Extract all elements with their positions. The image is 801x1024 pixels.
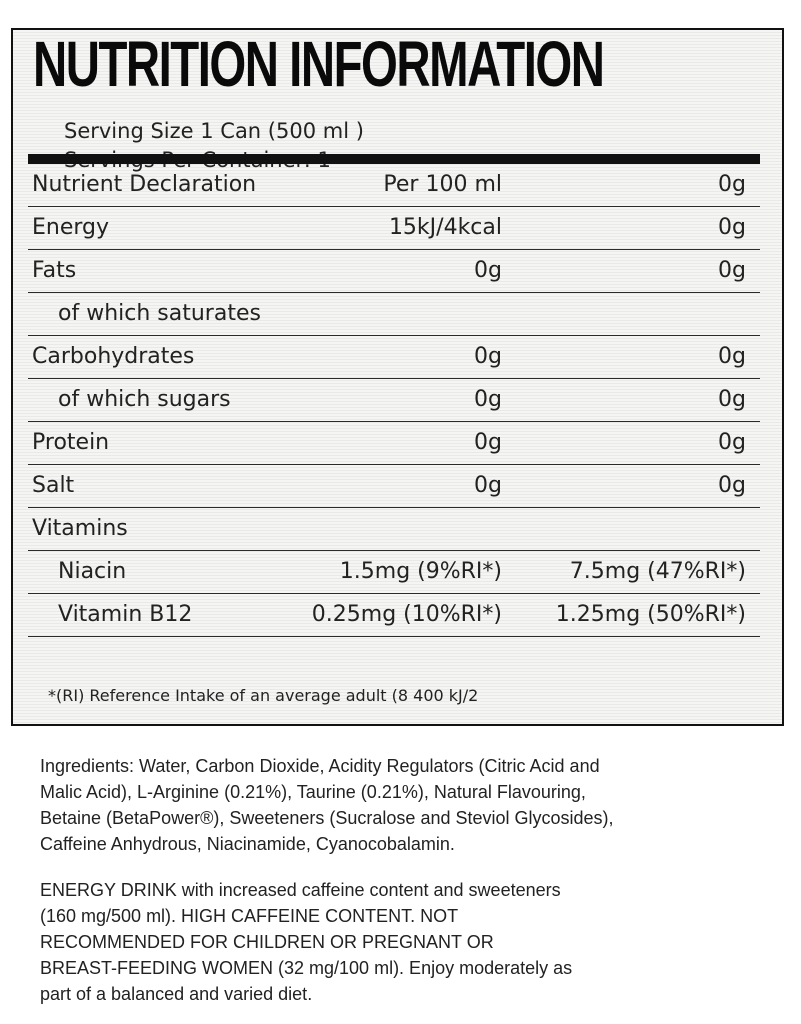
reference-intake-footnote: *(RI) Reference Intake of an average adult (8 400 kJ/2 <box>48 686 479 705</box>
row-per-serving: 0g <box>718 258 746 283</box>
row-per-100ml: 0g <box>474 473 502 498</box>
caffeine-warning-paragraph <box>40 877 770 1007</box>
row-per-serving: 0g <box>718 473 746 498</box>
row-per-serving: 0g <box>718 344 746 369</box>
warning-line: ENERGY DRINK with increased caffeine content and sweeteners <box>40 880 561 900</box>
table-row-saturates <box>28 293 760 336</box>
row-label: Fats <box>32 258 77 283</box>
table-row-energy <box>28 207 760 250</box>
ingredients-line: Ingredients: Water, Carbon Dioxide, Acidity Regulators (Citric Acid and <box>40 756 600 776</box>
row-label: of which saturates <box>58 301 261 326</box>
table-row-salt <box>28 465 760 508</box>
row-per-100ml: 15kJ/4kcal <box>388 215 502 240</box>
row-per-100ml: 0g <box>474 344 502 369</box>
ingredients-line: Malic Acid), L-Arginine (0.21%), Taurine (0.21%), Natural Flavouring, <box>40 782 586 802</box>
row-per-serving: 0g <box>718 172 746 197</box>
warning-line: (160 mg/500 ml). HIGH CAFFEINE CONTENT. NOT <box>40 906 459 926</box>
ingredients-line: Betaine (BetaPower®), Sweeteners (Sucralose and Steviol Glycosides), <box>40 808 614 828</box>
row-per-serving: 0g <box>718 387 746 412</box>
table-row-protein <box>28 422 760 465</box>
table-row-vitamins <box>28 508 760 551</box>
warning-line: BREAST-FEEDING WOMEN (32 mg/100 ml). Enjoy moderately as <box>40 958 573 978</box>
table-row-carbohydrates <box>28 336 760 379</box>
row-per-100ml: 0.25mg (10%RI*) <box>311 602 502 627</box>
row-per-100ml: Per 100 ml <box>383 172 502 197</box>
ingredients-line: Caffeine Anhydrous, Niacinamide, Cyanocobalamin. <box>40 834 455 854</box>
row-label: Nutrient Declaration <box>32 172 257 197</box>
nutrition-title: NUTRITION INFORMATION <box>33 28 604 100</box>
ingredients-paragraph <box>40 753 770 857</box>
row-label: Vitamins <box>32 516 128 541</box>
row-label: Vitamin B12 <box>58 602 193 627</box>
row-label: Niacin <box>58 559 127 584</box>
table-row-vitamin-b12 <box>28 594 760 637</box>
row-label: Energy <box>32 215 110 240</box>
row-per-serving: 1.25mg (50%RI*) <box>555 602 746 627</box>
serving-size: Serving Size 1 Can (500 ml ) <box>64 119 364 143</box>
row-label: Carbohydrates <box>32 344 195 369</box>
row-per-100ml: 0g <box>474 430 502 455</box>
table-row-sugars <box>28 379 760 422</box>
row-per-serving: 0g <box>718 215 746 240</box>
warning-line: part of a balanced and varied diet. <box>40 984 313 1004</box>
table-row-header <box>28 164 760 207</box>
row-per-100ml: 1.5mg (9%RI*) <box>339 559 502 584</box>
row-per-100ml: 0g <box>474 258 502 283</box>
row-label: Salt <box>32 473 75 498</box>
table-row-fats <box>28 250 760 293</box>
heavy-divider <box>28 154 760 164</box>
row-label: of which sugars <box>58 387 231 412</box>
row-per-serving: 7.5mg (47%RI*) <box>569 559 746 584</box>
nutrition-table <box>28 164 760 637</box>
warning-line: RECOMMENDED FOR CHILDREN OR PREGNANT OR <box>40 932 494 952</box>
row-per-100ml: 0g <box>474 387 502 412</box>
row-label: Protein <box>32 430 110 455</box>
row-per-serving: 0g <box>718 430 746 455</box>
table-row-niacin <box>28 551 760 594</box>
